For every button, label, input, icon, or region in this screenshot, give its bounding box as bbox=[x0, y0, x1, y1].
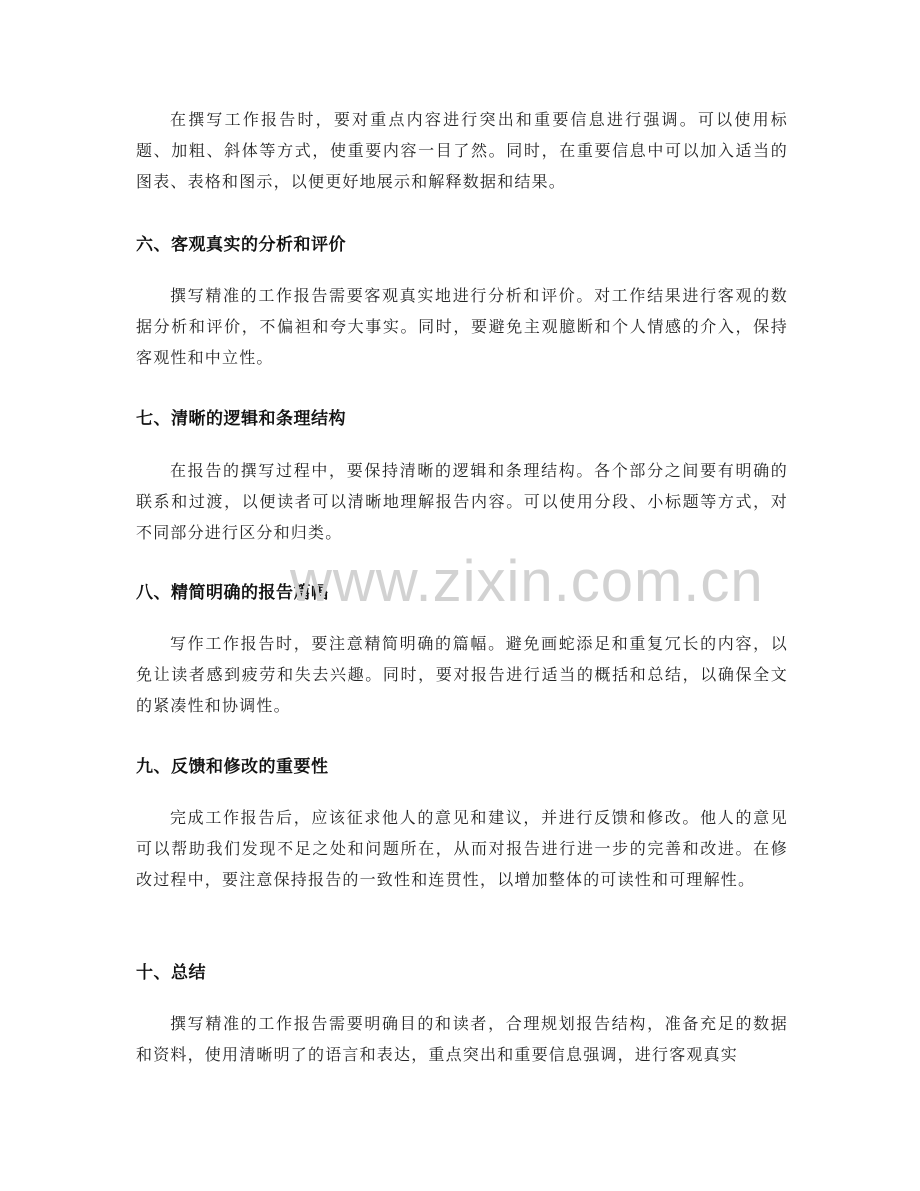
section-7-heading: 七、清晰的逻辑和条理结构 bbox=[136, 409, 346, 429]
section-9-heading: 九、反馈和修改的重要性 bbox=[136, 757, 329, 777]
intro-paragraph: 在撰写工作报告时，要对重点内容进行突出和重要信息进行强调。可以使用标题、加粗、斜体等方式，使重要内容一目了然。同时，在重要信息中可以加入适当的图表、表格和图示，以便更好地展示和解释数据和结果。 bbox=[136, 110, 788, 191]
watermark: www.zixin.com.cn bbox=[290, 549, 764, 614]
section-10-paragraph: 撰写精准的工作报告需要明确目的和读者，合理规划报告结构，准备充足的数据和资料，使用清晰明了的语言和表达，重点突出和重要信息强调，进行客观真实 bbox=[136, 1014, 788, 1064]
section-10-heading: 十、总结 bbox=[136, 963, 206, 983]
section-9-paragraph: 完成工作报告后，应该征求他人的意见和建议，并进行反馈和修改。他人的意见可以帮助我们发现不足之处和问题所在，从而对报告进行进一步的完善和改进。在修改过程中，要注意保持报告的一致性和连贯性，以增加整体的可读性和可理解性。 bbox=[136, 808, 788, 889]
section-6-heading: 六、客观真实的分析和评价 bbox=[136, 235, 346, 255]
section-8-paragraph: 写作工作报告时，要注意精简明确的篇幅。避免画蛇添足和重复冗长的内容，以免让读者感到疲劳和失去兴趣。同时，要对报告进行适当的概括和总结，以确保全文的紧凑性和协调性。 bbox=[136, 634, 788, 715]
section-8-heading: 八、精简明确的报告篇幅 bbox=[136, 583, 329, 603]
section-7-paragraph: 在报告的撰写过程中，要保持清晰的逻辑和条理结构。各个部分之间要有明确的联系和过渡，以便读者可以清晰地理解报告内容。可以使用分段、小标题等方式，对不同部分进行区分和归类。 bbox=[136, 461, 788, 542]
section-6-paragraph: 撰写精准的工作报告需要客观真实地进行分析和评价。对工作结果进行客观的数据分析和评价，不偏袒和夸大事实。同时，要避免主观臆断和个人情感的介入，保持客观性和中立性。 bbox=[136, 286, 788, 367]
